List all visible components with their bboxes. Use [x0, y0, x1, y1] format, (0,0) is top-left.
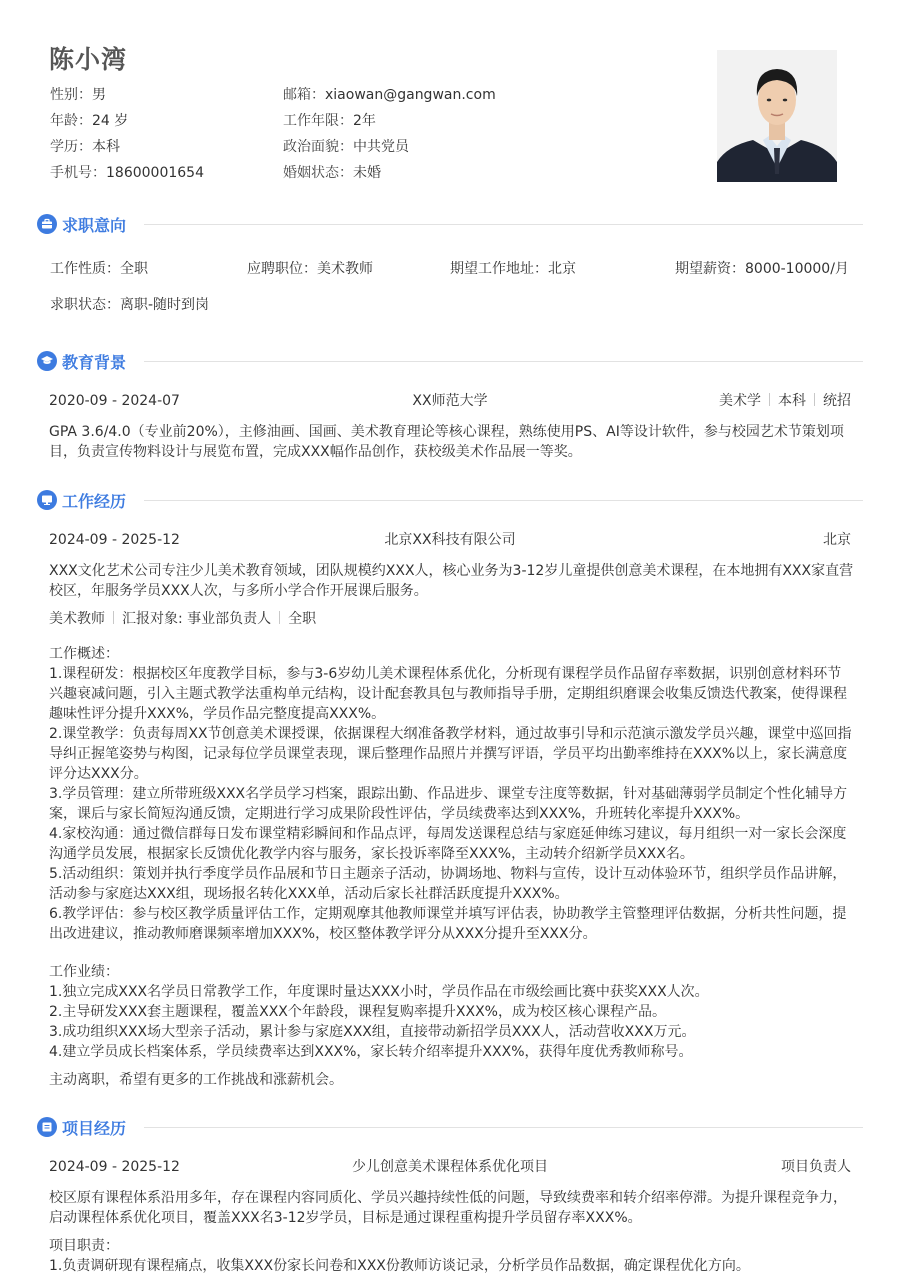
job-status — [50, 295, 209, 315]
project-role: 项目负责人 — [781, 1159, 851, 1175]
basic-info — [50, 85, 670, 189]
age-field — [50, 111, 283, 137]
project-summary-row — [49, 1157, 851, 1177]
age-label: 年龄： — [50, 113, 92, 129]
education-description — [49, 422, 855, 462]
phone-field — [50, 163, 283, 189]
document-icon — [37, 1117, 57, 1137]
gender-label: 性别： — [50, 87, 92, 103]
applied-position-label: 应聘职位： — [247, 261, 317, 277]
marital-label: 婚姻状态： — [283, 165, 353, 181]
job-status-label: 求职状态： — [50, 297, 120, 313]
section-header-work — [37, 489, 863, 511]
education-period: 2020-09 - 2024-07 — [49, 393, 180, 409]
text-line: 校区原有课程体系沿用多年，存在课程内容同质化、学员兴趣持续性低的问题，导致续费率和转介绍率停滞。为提升课程竞争力， — [49, 1190, 847, 1206]
text-line: 校区，年服务学员XXX人次，与多所小学合作开展课后服务。 — [49, 583, 428, 599]
company-name: 北京XX科技有限公司 — [384, 532, 516, 548]
education-tags — [719, 391, 851, 411]
section-divider — [144, 1127, 863, 1128]
political-label: 政治面貌： — [283, 139, 353, 155]
text-line: 6.教学评估：参与校区教学质量评估工作，定期观摩其他教师课堂并填写评估表，协助教学主管整理评估数据，分析共性问题，提 — [49, 906, 847, 922]
text-line: 4.家校沟通：通过微信群每日发布课堂精彩瞬间和作品点评，每周发送课程总结与家庭延伸练习建议，每月组织一对一家长会深度 — [49, 826, 847, 842]
intent-row — [50, 295, 860, 315]
text-line: 工作概述： — [49, 646, 119, 662]
text-line: 1.负责调研现有课程痛点，收集XXX份家长问卷和XXX份教师访谈记录，分析学员作品数据，确定课程优化方向。 — [49, 1258, 750, 1274]
education-field — [50, 137, 283, 163]
expected-location-label: 期望工作地址： — [450, 261, 548, 277]
section-header-education — [37, 350, 863, 372]
enrollment-type: 统招 — [823, 393, 851, 409]
marital-field — [283, 163, 516, 189]
text-line: 目，负责宣传物料设计与展览布置，完成XXX幅作品创作，获校级美术作品展一等奖。 — [49, 444, 582, 460]
job-nature-label: 工作性质： — [50, 261, 120, 277]
tag-separator — [113, 611, 114, 624]
text-line: 评分达XXX分。 — [49, 766, 148, 782]
text-line: 工作业绩： — [49, 964, 119, 980]
phone-value: 18600001654 — [106, 165, 204, 181]
gender-field — [50, 85, 283, 111]
briefcase-icon — [37, 214, 57, 234]
job-nature — [50, 259, 148, 279]
text-line: 2.主导研发XXX套主题课程，覆盖XXX个年龄段，课程复购率提升XXX%，成为校区核心课程产品。 — [49, 1004, 666, 1020]
text-line: 兴趣衰减问题，引入主题式教学法重构单元结构，设计配套教具包与教师指导手册，定期组织磨课会收集反馈迭代教案，使得课程 — [49, 686, 847, 702]
education-value: 本科 — [92, 139, 120, 155]
political-value: 中共党员 — [353, 139, 409, 155]
text-line: 3.学员管理：建立所带班级XXX名学员学习档案，跟踪出勤、作品进步、课堂专注度等数据，针对基础薄弱学员制定个性化辅导方 — [49, 786, 848, 802]
school-name: XX师范大学 — [412, 393, 488, 409]
tag-separator — [814, 393, 815, 406]
section-header-project — [37, 1116, 863, 1138]
email-value: xiaowan@gangwan.com — [325, 87, 496, 103]
project-period: 2024-09 - 2025-12 — [49, 1159, 180, 1175]
project-duties — [49, 1236, 855, 1275]
monitor-icon — [37, 490, 57, 510]
candidate-name: 陈小湾 — [49, 45, 128, 74]
basic-info-row — [50, 137, 670, 163]
work-overview — [49, 644, 855, 944]
work-years-label: 工作年限： — [283, 113, 353, 129]
expected-location-value: 北京 — [548, 261, 576, 277]
phone-label: 手机号： — [50, 165, 106, 181]
text-line: XXX文化艺术公司专注少儿美术教育领域，团队规模约XXX人，核心业务为3-12岁儿童提供创意美术课程，在本地拥有XXX家直营 — [49, 563, 854, 579]
text-line: 沟通学员发展，根据家长反馈优化教学内容与服务，家长投诉率降至XXX%，主动转介绍新学员XXX名。 — [49, 846, 694, 862]
section-divider — [144, 500, 863, 501]
report-to: 汇报对象: 事业部负责人 — [122, 611, 272, 627]
education-label: 学历： — [50, 139, 92, 155]
text-line: 4.建立学员成长档案体系，学员续费率达到XXX%，家长转介绍率提升XXX%，获得年度优秀教师称号。 — [49, 1044, 693, 1060]
section-title: 求职意向 — [62, 215, 127, 235]
person-portrait-icon — [717, 50, 837, 182]
applied-position — [247, 259, 373, 279]
section-header-intent — [37, 213, 863, 235]
basic-info-row — [50, 111, 670, 137]
work-summary-row — [49, 530, 851, 550]
major: 美术学 — [719, 393, 761, 409]
text-line: 出改进建议，推动教师磨课频率增加XXX%，校区整体教学评分从XXX分提升至XXX分。 — [49, 926, 597, 942]
job-nature-value: 全职 — [120, 261, 148, 277]
political-field — [283, 137, 516, 163]
text-line: 启动课程体系优化项目，覆盖XXX名3-12岁学员，目标是通过课程重构提升学员留存率XXX%。 — [49, 1210, 642, 1226]
basic-info-row — [50, 85, 670, 111]
tag-separator — [279, 611, 280, 624]
position-title: 美术教师 — [49, 611, 105, 627]
text-line: GPA 3.6/4.0（专业前20%），主修油画、国画、美术教育理论等核心课程，熟练使用PS、AI等设计软件，参与校园艺术节策划项 — [49, 424, 844, 440]
section-divider — [144, 361, 863, 362]
expected-salary — [675, 259, 849, 279]
expected-location — [450, 259, 576, 279]
work-achievements — [49, 962, 855, 1062]
section-title: 工作经历 — [62, 491, 127, 511]
email-label: 邮箱： — [283, 87, 325, 103]
position-tags — [49, 609, 855, 629]
text-line: 5.活动组织：策划并执行季度学员作品展和节日主题亲子活动，协调场地、物料与宣传，设计互动体验环节，组织学员作品讲解， — [49, 866, 847, 882]
basic-info-row — [50, 163, 670, 189]
expected-salary-value: 8000-10000/月 — [745, 261, 849, 277]
job-type: 全职 — [288, 611, 317, 627]
section-divider — [144, 224, 863, 225]
job-status-value: 离职-随时到岗 — [120, 297, 210, 313]
text-line: 2.课堂教学：负责每周XX节创意美术课授课，依据课程大纲准备教学材料，通过故事引导和示范演示激发学员兴趣，课堂中巡回指 — [49, 726, 852, 742]
work-period: 2024-09 - 2025-12 — [49, 532, 180, 548]
profile-photo — [717, 50, 837, 182]
marital-value: 未婚 — [353, 165, 381, 181]
applied-position-value: 美术教师 — [317, 261, 373, 277]
gender-value: 男 — [92, 87, 106, 103]
work-city: 北京 — [823, 532, 851, 548]
text-line: 案，课后与家长简短沟通反馈，定期进行学习成果阶段性评估，学员续费率达到XXX%，升班转化率提升XXX%。 — [49, 806, 750, 822]
tag-separator — [769, 393, 770, 406]
section-title: 教育背景 — [62, 352, 127, 372]
company-description — [49, 561, 855, 601]
project-description — [49, 1188, 855, 1228]
degree: 本科 — [778, 393, 806, 409]
text-line: 1.独立完成XXX名学员日常教学工作，年度课时量达XXX小时，学员作品在市级绘画比赛中获奖XXX人次。 — [49, 984, 709, 1000]
text-line: 1.课程研发：根据校区年度教学目标，参与3-6岁幼儿美术课程体系优化，分析现有课程学员作品留存率数据，识别创意材料环节 — [49, 666, 842, 682]
text-line: 项目职责： — [49, 1238, 119, 1254]
section-title: 项目经历 — [62, 1118, 127, 1138]
expected-salary-label: 期望薪资： — [675, 261, 745, 277]
email-field — [283, 85, 516, 111]
education-summary-row — [49, 391, 851, 411]
work-years-field — [283, 111, 516, 137]
text-line: 活动参与家庭达XXX组，现场报名转化XXX单，活动后家长社群活跃度提升XXX%。 — [49, 886, 569, 902]
text-line: 趣味性评分提升XXX%，学员作品完整度提高XXX%。 — [49, 706, 386, 722]
leave-reason: 主动离职，希望有更多的工作挑战和涨薪机会。 — [49, 1072, 343, 1088]
project-name: 少儿创意美术课程体系优化项目 — [352, 1159, 548, 1175]
age-value: 24 岁 — [92, 113, 129, 129]
intent-row — [50, 259, 860, 279]
text-line: 导纠正握笔姿势与构图，记录每位学员课堂表现，课后整理作品照片并撰写评语，学员平均出勤率维持在XXX%以上，家长满意度 — [49, 746, 848, 762]
work-years-value: 2年 — [353, 113, 376, 129]
text-line: 3.成功组织XXX场大型亲子活动，累计参与家庭XXX组，直接带动新招学员XXX人，活动营收XXX万元。 — [49, 1024, 696, 1040]
graduation-cap-icon — [37, 351, 57, 371]
